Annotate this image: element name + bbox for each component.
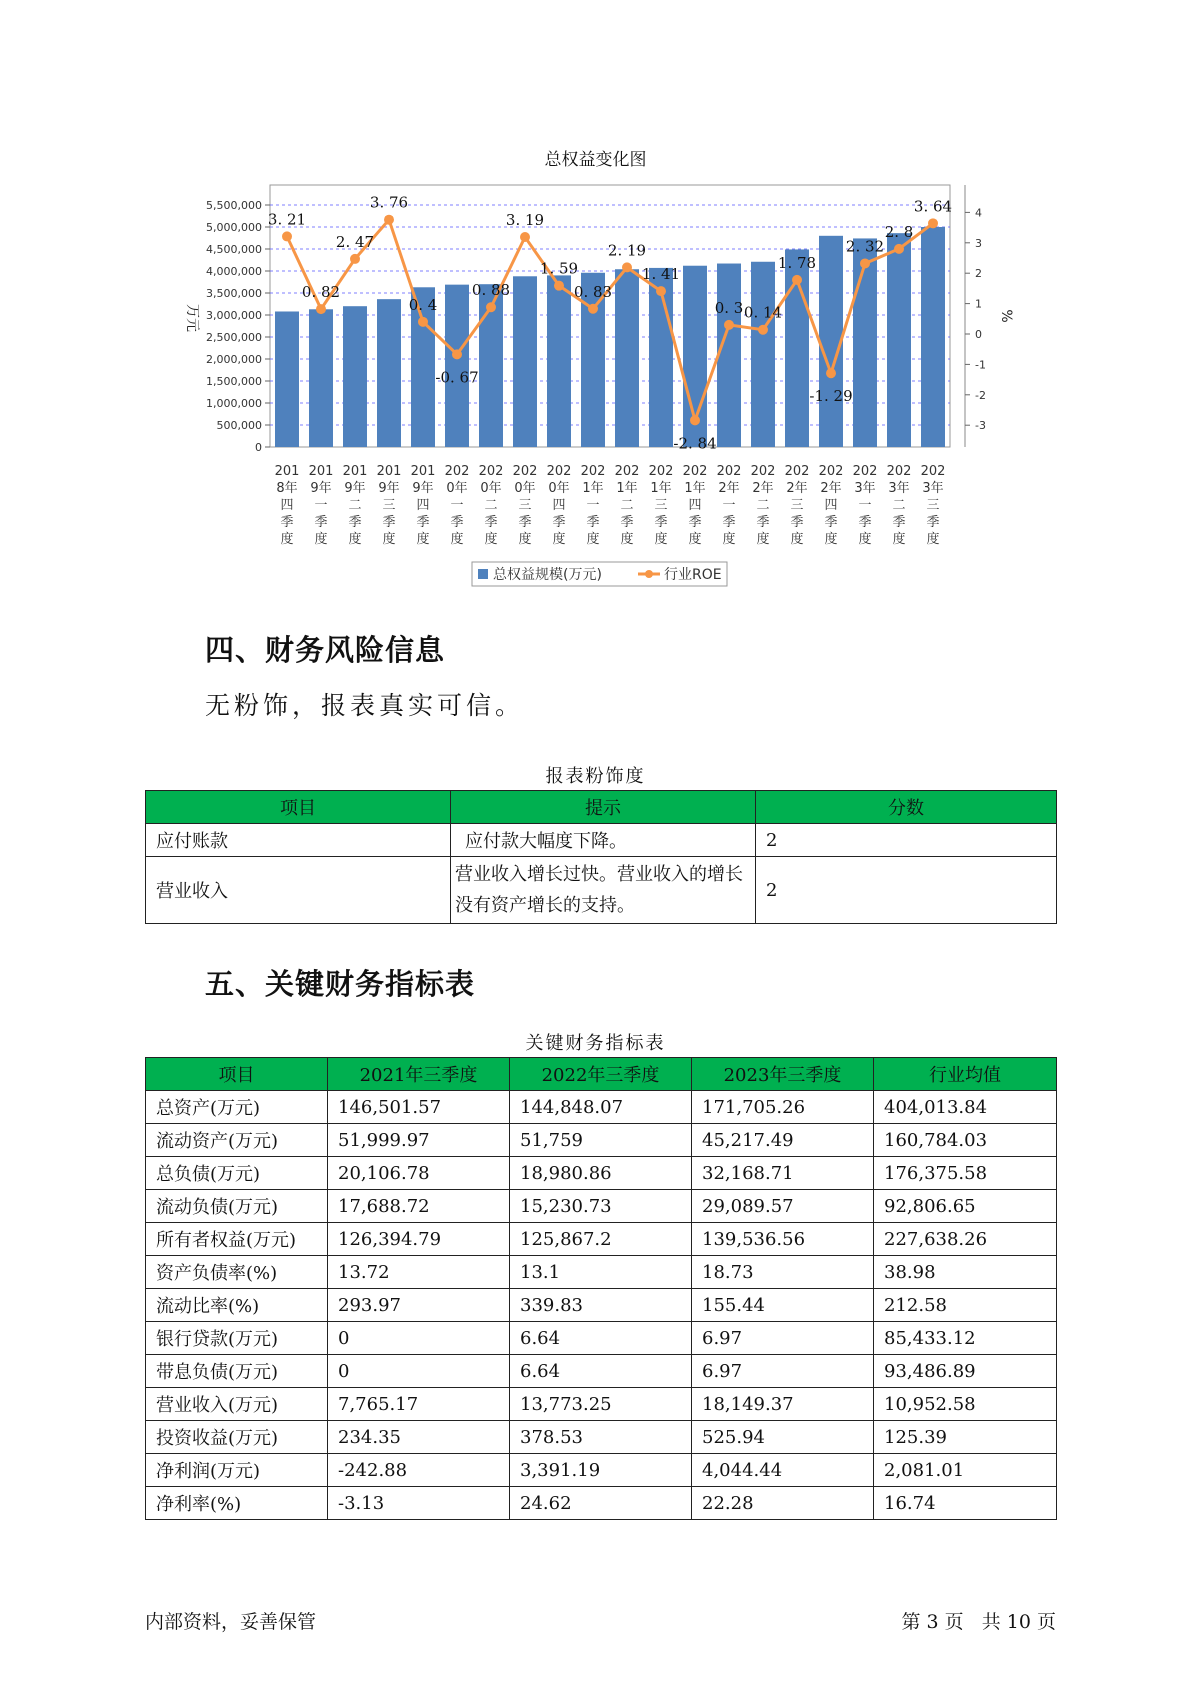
value-cell: 525.94	[692, 1421, 874, 1454]
y-right-tick-label: -1	[975, 358, 986, 372]
table-row	[146, 1322, 1057, 1355]
roe-data-label: 3. 21	[267, 210, 307, 229]
column-header: 分数	[756, 791, 1057, 824]
roe-data-label: 1. 78	[777, 253, 817, 272]
row-label-cell: 所有者权益(万元)	[146, 1223, 328, 1256]
x-tick-label: 度	[620, 532, 634, 547]
bar-13	[717, 264, 741, 447]
roe-point-10	[622, 262, 632, 272]
value-cell: 51,999.97	[328, 1124, 510, 1157]
value-cell: 18.73	[692, 1256, 874, 1289]
x-tick-label: 一	[858, 498, 872, 513]
bar-1	[309, 309, 333, 447]
table-row	[146, 824, 1057, 857]
y-left-tick-label: 2,000,000	[206, 353, 262, 366]
table-row	[146, 1256, 1057, 1289]
y-left-tick-label: 0	[255, 441, 262, 454]
roe-point-12	[690, 415, 700, 425]
table-header-row	[146, 1058, 1057, 1091]
value-cell: 4,044.44	[692, 1454, 874, 1487]
x-tick-label: 度	[790, 532, 804, 547]
x-tick-label: 0年	[480, 481, 502, 496]
x-tick-label: 度	[382, 532, 396, 547]
roe-data-label: 0. 88	[471, 281, 511, 300]
risk-summary-text: 无粉饰，报表真实可信。	[205, 691, 525, 720]
x-tick-label: 1年	[616, 481, 638, 496]
table-row	[146, 1124, 1057, 1157]
value-cell: 15,230.73	[510, 1190, 692, 1223]
y-left-axis-title: 万元	[184, 304, 200, 332]
roe-point-8	[554, 281, 564, 291]
x-tick-label: 8年	[276, 481, 298, 496]
roe-point-9	[588, 304, 598, 314]
roe-point-18	[894, 244, 904, 254]
row-label-cell: 流动负债(万元)	[146, 1190, 328, 1223]
value-cell: 85,433.12	[874, 1322, 1057, 1355]
x-tick-label: 202	[614, 464, 640, 479]
roe-data-label: 2. 32	[845, 237, 885, 256]
bar-18	[887, 233, 911, 447]
x-tick-label: 201	[342, 464, 368, 479]
x-tick-label: 三	[518, 498, 532, 513]
roe-data-label: 0. 82	[301, 283, 341, 302]
row-label-cell: 营业收入(万元)	[146, 1388, 328, 1421]
x-tick-label: 度	[314, 532, 328, 547]
x-tick-label: 季	[722, 515, 736, 530]
table-header-row	[146, 791, 1057, 824]
bar-17	[853, 238, 877, 447]
x-tick-label: 3年	[922, 481, 944, 496]
column-header: 2021年三季度	[328, 1058, 510, 1091]
value-cell: 20,106.78	[328, 1157, 510, 1190]
table-row	[146, 1157, 1057, 1190]
value-cell: 18,149.37	[692, 1388, 874, 1421]
roe-point-13	[724, 320, 734, 330]
legend-bar-swatch	[478, 569, 488, 579]
row-label-cell: 净利率(%)	[146, 1487, 328, 1520]
x-tick-label: 0年	[446, 481, 468, 496]
x-tick-label: 2年	[786, 481, 808, 496]
roe-point-3	[384, 215, 394, 225]
value-cell: 339.83	[510, 1289, 692, 1322]
value-cell: 171,705.26	[692, 1091, 874, 1124]
x-tick-label: 202	[580, 464, 606, 479]
roe-point-4	[418, 317, 428, 327]
table-cell: 应付款大幅度下降。	[451, 824, 756, 857]
roe-data-label: 3. 76	[369, 193, 409, 212]
x-tick-label: 一	[586, 498, 600, 513]
value-cell: 22.28	[692, 1487, 874, 1520]
x-tick-label: 9年	[310, 481, 332, 496]
roe-point-7	[520, 232, 530, 242]
y-right-tick-label: 0	[975, 328, 982, 341]
x-tick-label: 季	[926, 515, 940, 530]
x-tick-label: 二	[620, 498, 634, 513]
x-tick-label: 三	[654, 498, 668, 513]
value-cell: 2,081.01	[874, 1454, 1057, 1487]
roe-point-14	[758, 325, 768, 335]
x-tick-label: 季	[824, 515, 838, 530]
x-tick-label: 度	[892, 532, 906, 547]
footer-page-number: 第 3 页 共 10 页	[901, 1611, 1056, 1633]
roe-equity-chart	[0, 0, 1191, 600]
x-tick-label: 9年	[378, 481, 400, 496]
x-tick-label: 2年	[752, 481, 774, 496]
table-row	[146, 1388, 1057, 1421]
value-cell: 234.35	[328, 1421, 510, 1454]
x-tick-label: 度	[824, 532, 838, 547]
x-tick-label: 度	[552, 532, 566, 547]
x-tick-label: 三	[790, 498, 804, 513]
chart-title: 总权益变化图	[544, 150, 647, 170]
legend-label: 行业ROE	[664, 567, 722, 583]
row-label-cell: 净利润(万元)	[146, 1454, 328, 1487]
kpi-table	[145, 1057, 1057, 1520]
y-left-tick-label: 1,500,000	[206, 375, 262, 388]
x-tick-label: 202	[546, 464, 572, 479]
row-label-cell: 总负债(万元)	[146, 1157, 328, 1190]
roe-data-label: 3. 19	[505, 211, 545, 230]
x-tick-label: 1年	[582, 481, 604, 496]
roe-point-17	[860, 258, 870, 268]
roe-point-5	[452, 349, 462, 359]
y-right-tick-label: 1	[975, 297, 982, 311]
bar-7	[513, 276, 537, 447]
roe-point-11	[656, 286, 666, 296]
value-cell: 126,394.79	[328, 1223, 510, 1256]
value-cell: 13,773.25	[510, 1388, 692, 1421]
value-cell: -242.88	[328, 1454, 510, 1487]
value-cell: 160,784.03	[874, 1124, 1057, 1157]
roe-data-label: 2. 19	[607, 241, 647, 260]
x-tick-label: 2年	[820, 481, 842, 496]
legend-label: 总权益规模(万元)	[493, 567, 602, 583]
x-tick-label: 季	[790, 515, 804, 530]
x-tick-label: 202	[478, 464, 504, 479]
bar-2	[343, 306, 367, 447]
value-cell: 176,375.58	[874, 1157, 1057, 1190]
roe-point-19	[928, 218, 938, 228]
roe-data-label: 1. 41	[641, 265, 681, 284]
row-label-cell: 总资产(万元)	[146, 1091, 328, 1124]
table-cell: 2	[756, 824, 1057, 857]
x-tick-label: 季	[280, 515, 294, 530]
x-tick-label: 季	[450, 515, 464, 530]
bar-8	[547, 275, 571, 447]
y-left-tick-label: 5,500,000	[206, 199, 262, 212]
x-tick-label: 202	[512, 464, 538, 479]
y-left-tick-label: 500,000	[216, 419, 262, 432]
column-header: 行业均值	[874, 1058, 1057, 1091]
x-tick-label: 202	[648, 464, 674, 479]
x-tick-label: 201	[308, 464, 334, 479]
x-tick-label: 四	[552, 498, 566, 513]
x-tick-label: 季	[654, 515, 668, 530]
table-cell: 营业收入增长过快。营业收入的增长没有资产增长的支持。	[451, 857, 756, 924]
table-row	[146, 1190, 1057, 1223]
y-right-tick-label: 2	[975, 267, 982, 281]
column-header: 提示	[451, 791, 756, 824]
x-tick-label: 季	[688, 515, 702, 530]
bar-10	[615, 269, 639, 447]
x-tick-label: 二	[348, 498, 362, 513]
roe-point-15	[792, 275, 802, 285]
x-tick-label: 9年	[412, 481, 434, 496]
x-tick-label: 202	[886, 464, 912, 479]
x-tick-label: 四	[280, 498, 294, 513]
value-cell: 45,217.49	[692, 1124, 874, 1157]
value-cell: 139,536.56	[692, 1223, 874, 1256]
value-cell: 18,980.86	[510, 1157, 692, 1190]
bar-5	[445, 285, 469, 447]
x-tick-label: 季	[858, 515, 872, 530]
value-cell: 146,501.57	[328, 1091, 510, 1124]
roe-data-label: 1. 59	[539, 259, 579, 278]
x-tick-label: 9年	[344, 481, 366, 496]
x-tick-label: 3年	[854, 481, 876, 496]
value-cell: 13.1	[510, 1256, 692, 1289]
x-tick-label: 度	[416, 532, 430, 547]
x-tick-label: 一	[722, 498, 736, 513]
x-tick-label: 2年	[718, 481, 740, 496]
roe-data-label: 2. 8	[884, 222, 914, 241]
y-right-tick-label: -3	[975, 419, 986, 433]
x-tick-label: 度	[348, 532, 362, 547]
roe-point-16	[826, 368, 836, 378]
x-tick-label: 季	[484, 515, 498, 530]
value-cell: 404,013.84	[874, 1091, 1057, 1124]
value-cell: 51,759	[510, 1124, 692, 1157]
y-left-tick-label: 4,500,000	[206, 243, 262, 256]
x-tick-label: 四	[824, 498, 838, 513]
x-tick-label: 度	[722, 532, 736, 547]
y-left-tick-label: 4,000,000	[206, 265, 262, 278]
x-tick-label: 度	[654, 532, 668, 547]
roe-point-0	[282, 231, 292, 241]
value-cell: 29,089.57	[692, 1190, 874, 1223]
x-tick-label: 201	[274, 464, 300, 479]
x-tick-label: 度	[484, 532, 498, 547]
table-row	[146, 1421, 1057, 1454]
x-tick-label: 202	[750, 464, 776, 479]
y-left-tick-label: 3,000,000	[206, 309, 262, 322]
x-tick-label: 度	[450, 532, 464, 547]
x-tick-label: 0年	[514, 481, 536, 496]
roe-data-label: -2. 84	[673, 434, 717, 453]
table-row	[146, 1223, 1057, 1256]
y-left-tick-label: 3,500,000	[206, 287, 262, 300]
section-heading-kpi: 五、关键财务指标表	[205, 967, 476, 1001]
value-cell: 3,391.19	[510, 1454, 692, 1487]
x-tick-label: 二	[892, 498, 906, 513]
table-cell: 应付账款	[146, 824, 451, 857]
x-tick-label: 季	[314, 515, 328, 530]
x-tick-label: 季	[552, 515, 566, 530]
x-tick-label: 季	[620, 515, 634, 530]
value-cell: 155.44	[692, 1289, 874, 1322]
roe-point-1	[316, 304, 326, 314]
value-cell: 32,168.71	[692, 1157, 874, 1190]
x-tick-label: 0年	[548, 481, 570, 496]
row-label-cell: 资产负债率(%)	[146, 1256, 328, 1289]
section-heading-risk: 四、财务风险信息	[205, 633, 446, 667]
roe-data-label: 0. 3	[714, 298, 744, 317]
x-tick-label: 二	[756, 498, 770, 513]
x-tick-label: 季	[518, 515, 532, 530]
y-left-tick-label: 5,000,000	[206, 221, 262, 234]
x-tick-label: 四	[688, 498, 702, 513]
roe-data-label: -0. 67	[435, 368, 479, 387]
value-cell: -3.13	[328, 1487, 510, 1520]
column-header: 2022年三季度	[510, 1058, 692, 1091]
x-tick-label: 季	[586, 515, 600, 530]
table-cell: 2	[756, 857, 1057, 924]
x-tick-label: 季	[416, 515, 430, 530]
value-cell: 16.74	[874, 1487, 1057, 1520]
y-left-tick-label: 2,500,000	[206, 331, 262, 344]
value-cell: 0	[328, 1355, 510, 1388]
value-cell: 378.53	[510, 1421, 692, 1454]
x-tick-label: 度	[280, 532, 294, 547]
value-cell: 93,486.89	[874, 1355, 1057, 1388]
roe-data-label: 2. 47	[335, 232, 375, 251]
x-tick-label: 季	[892, 515, 906, 530]
value-cell: 227,638.26	[874, 1223, 1057, 1256]
x-tick-label: 季	[756, 515, 770, 530]
y-right-tick-label: -2	[975, 388, 986, 402]
x-tick-label: 202	[444, 464, 470, 479]
value-cell: 0	[328, 1322, 510, 1355]
x-tick-label: 202	[716, 464, 742, 479]
x-tick-label: 3年	[888, 481, 910, 496]
x-tick-label: 季	[382, 515, 396, 530]
table-row	[146, 857, 1057, 924]
value-cell: 212.58	[874, 1289, 1057, 1322]
x-tick-label: 202	[920, 464, 946, 479]
bar-0	[275, 311, 299, 447]
risk-table-caption: 报表粉饰度	[545, 766, 646, 787]
legend-line-marker	[645, 570, 653, 578]
x-tick-label: 度	[926, 532, 940, 547]
column-header: 项目	[146, 1058, 328, 1091]
row-label-cell: 银行贷款(万元)	[146, 1322, 328, 1355]
row-label-cell: 流动资产(万元)	[146, 1124, 328, 1157]
table-row	[146, 1091, 1057, 1124]
value-cell: 6.97	[692, 1322, 874, 1355]
x-tick-label: 三	[382, 498, 396, 513]
column-header: 2023年三季度	[692, 1058, 874, 1091]
value-cell: 17,688.72	[328, 1190, 510, 1223]
x-tick-label: 三	[926, 498, 940, 513]
value-cell: 92,806.65	[874, 1190, 1057, 1223]
x-tick-label: 度	[756, 532, 770, 547]
y-right-tick-label: 3	[975, 236, 982, 250]
value-cell: 13.72	[328, 1256, 510, 1289]
value-cell: 24.62	[510, 1487, 692, 1520]
roe-data-label: 0. 4	[408, 295, 438, 314]
bar-14	[751, 262, 775, 447]
y-right-axis-title: %	[998, 309, 1014, 323]
x-tick-label: 四	[416, 498, 430, 513]
x-tick-label: 1年	[684, 481, 706, 496]
value-cell: 6.64	[510, 1322, 692, 1355]
x-tick-label: 201	[376, 464, 402, 479]
roe-data-label: 0. 14	[743, 303, 783, 322]
row-label-cell: 带息负债(万元)	[146, 1355, 328, 1388]
bar-3	[377, 299, 401, 447]
roe-data-label: 0. 83	[573, 282, 613, 301]
roe-data-label: 3. 64	[913, 197, 953, 216]
x-tick-label: 202	[818, 464, 844, 479]
table-row	[146, 1454, 1057, 1487]
x-tick-label: 度	[858, 532, 872, 547]
y-right-tick-label: 4	[975, 206, 982, 220]
bar-19	[921, 227, 945, 447]
row-label-cell: 流动比率(%)	[146, 1289, 328, 1322]
value-cell: 7,765.17	[328, 1388, 510, 1421]
footer-confidential: 内部资料，妥善保管	[145, 1611, 317, 1633]
roe-point-6	[486, 302, 496, 312]
table-row	[146, 1487, 1057, 1520]
x-tick-label: 201	[410, 464, 436, 479]
x-tick-label: 度	[518, 532, 532, 547]
roe-data-label: -1. 29	[809, 387, 853, 406]
x-tick-label: 一	[314, 498, 328, 513]
table-cell: 营业收入	[146, 857, 451, 924]
x-tick-label: 202	[682, 464, 708, 479]
roe-point-2	[350, 254, 360, 264]
x-tick-label: 202	[784, 464, 810, 479]
value-cell: 6.64	[510, 1355, 692, 1388]
value-cell: 10,952.58	[874, 1388, 1057, 1421]
value-cell: 293.97	[328, 1289, 510, 1322]
x-tick-label: 季	[348, 515, 362, 530]
x-tick-label: 度	[688, 532, 702, 547]
table-row	[146, 1355, 1057, 1388]
x-tick-label: 202	[852, 464, 878, 479]
x-tick-label: 二	[484, 498, 498, 513]
value-cell: 144,848.07	[510, 1091, 692, 1124]
value-cell: 125.39	[874, 1421, 1057, 1454]
risk-table	[145, 790, 1057, 924]
value-cell: 125,867.2	[510, 1223, 692, 1256]
x-tick-label: 度	[586, 532, 600, 547]
y-left-tick-label: 1,000,000	[206, 397, 262, 410]
row-label-cell: 投资收益(万元)	[146, 1421, 328, 1454]
value-cell: 6.97	[692, 1355, 874, 1388]
x-tick-label: 1年	[650, 481, 672, 496]
kpi-table-caption: 关键财务指标表	[525, 1033, 666, 1054]
table-row	[146, 1289, 1057, 1322]
x-tick-label: 一	[450, 498, 464, 513]
value-cell: 38.98	[874, 1256, 1057, 1289]
column-header: 项目	[146, 791, 451, 824]
